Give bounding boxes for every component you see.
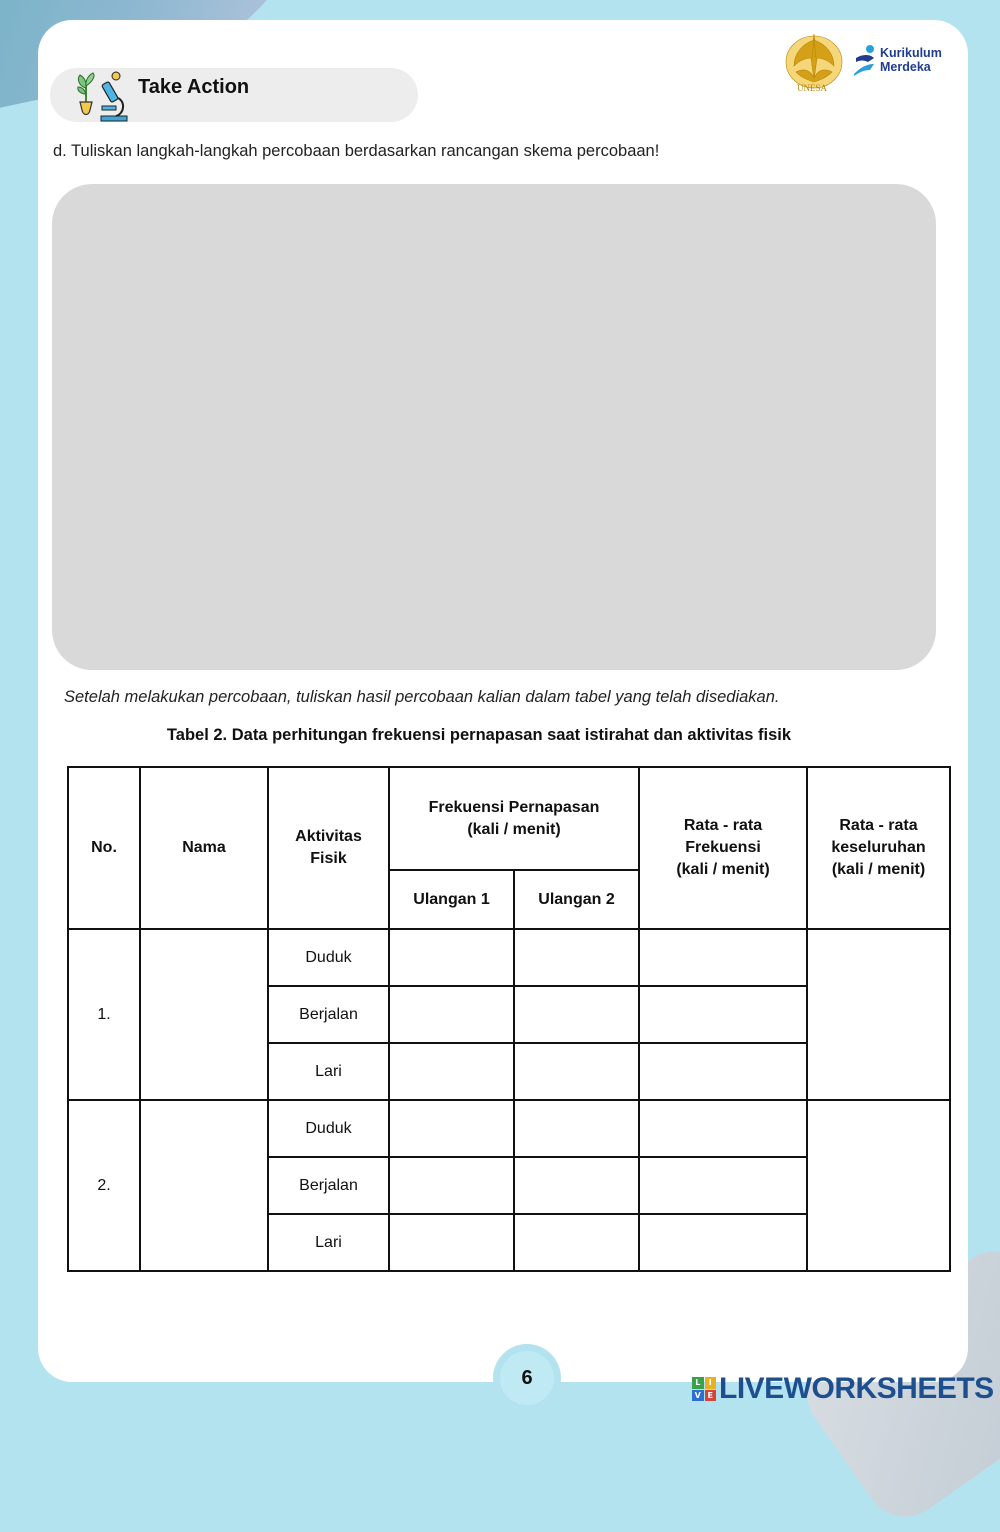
header-ulangan-2: Ulangan 2 bbox=[514, 870, 639, 929]
ulangan-2-input-cell[interactable] bbox=[514, 1157, 639, 1214]
table-row bbox=[68, 929, 950, 986]
header-rata-line3: (kali / menit) bbox=[676, 861, 770, 878]
activity-label: Berjalan bbox=[268, 1157, 389, 1214]
header-rata-all-line1: Rata - rata bbox=[839, 817, 918, 834]
rata-frekuensi-input-cell[interactable] bbox=[639, 1100, 807, 1157]
activity-label: Berjalan bbox=[268, 986, 389, 1043]
kurikulum-text: Kurikulum bbox=[880, 46, 942, 60]
rata-frekuensi-input-cell[interactable] bbox=[639, 986, 807, 1043]
activity-label: Lari bbox=[268, 1043, 389, 1100]
page-number: 6 bbox=[500, 1351, 554, 1405]
header-frekuensi bbox=[389, 767, 639, 870]
liveworksheets-logo bbox=[692, 1372, 994, 1406]
kurikulum-merdeka-logo-text bbox=[880, 46, 942, 74]
merdeka-text: Merdeka bbox=[880, 60, 931, 74]
unesa-logo-text: UNESA bbox=[797, 83, 828, 93]
ulangan-1-input-cell[interactable] bbox=[389, 1157, 514, 1214]
row-number: 1. bbox=[68, 929, 140, 1100]
activity-label: Duduk bbox=[268, 929, 389, 986]
rata-frekuensi-input-cell[interactable] bbox=[639, 1214, 807, 1271]
badge-letter: L bbox=[692, 1377, 704, 1389]
ulangan-2-input-cell[interactable] bbox=[514, 986, 639, 1043]
data-table bbox=[67, 766, 951, 1272]
rata-frekuensi-input-cell[interactable] bbox=[639, 1157, 807, 1214]
table-row bbox=[68, 1100, 950, 1157]
nama-input-cell[interactable] bbox=[140, 929, 268, 1100]
ulangan-2-input-cell[interactable] bbox=[514, 1100, 639, 1157]
plant-microscope-icon bbox=[72, 66, 130, 124]
header-ulangan-1: Ulangan 1 bbox=[389, 870, 514, 929]
ulangan-1-input-cell[interactable] bbox=[389, 1043, 514, 1100]
header-aktivitas-line2: Fisik bbox=[310, 850, 347, 867]
header-rata-all-line3: (kali / menit) bbox=[831, 861, 926, 878]
ulangan-1-input-cell[interactable] bbox=[389, 986, 514, 1043]
liveworksheets-badge-icon bbox=[692, 1377, 716, 1401]
ulangan-1-input-cell[interactable] bbox=[389, 1100, 514, 1157]
header-rata-frekuensi bbox=[639, 767, 807, 929]
table-caption: Tabel 2. Data perhitungan frekuensi pernapasan saat istirahat dan aktivitas fisik bbox=[166, 726, 792, 744]
header-rata-keseluruhan bbox=[807, 767, 950, 929]
rata-frekuensi-input-cell[interactable] bbox=[639, 1043, 807, 1100]
nama-input-cell[interactable] bbox=[140, 1100, 268, 1271]
badge-letter: V bbox=[692, 1390, 704, 1402]
activity-label: Duduk bbox=[268, 1100, 389, 1157]
row-number: 2. bbox=[68, 1100, 140, 1271]
activity-label: Lari bbox=[268, 1214, 389, 1271]
header-rata-line1: Rata - rata bbox=[683, 817, 763, 834]
section-title: Take Action bbox=[138, 76, 250, 98]
rata-keseluruhan-input-cell[interactable] bbox=[807, 1100, 950, 1271]
answer-input-box[interactable] bbox=[52, 184, 936, 670]
instruction-text: Setelah melakukan percobaan, tuliskan hasil percobaan kalian dalam tabel yang telah disediakan. bbox=[64, 688, 780, 706]
header-rata-all-line2: keseluruhan bbox=[831, 839, 926, 856]
header-no: No. bbox=[68, 767, 140, 929]
header-aktivitas-line1: Aktivitas bbox=[295, 828, 362, 845]
header-frekuensi-line1: Frekuensi Pernapasan bbox=[428, 798, 600, 816]
ulangan-2-input-cell[interactable] bbox=[514, 929, 639, 986]
ulangan-2-input-cell[interactable] bbox=[514, 1043, 639, 1100]
rata-keseluruhan-input-cell[interactable] bbox=[807, 929, 950, 1100]
badge-letter: E bbox=[705, 1390, 717, 1402]
header-nama: Nama bbox=[140, 767, 268, 929]
badge-letter: I bbox=[705, 1377, 717, 1389]
ulangan-1-input-cell[interactable] bbox=[389, 929, 514, 986]
ulangan-1-input-cell[interactable] bbox=[389, 1214, 514, 1271]
header-rata-line2: Frekuensi bbox=[685, 839, 761, 856]
header-aktivitas bbox=[268, 767, 389, 929]
rata-frekuensi-input-cell[interactable] bbox=[639, 929, 807, 986]
question-d: d. Tuliskan langkah-langkah percobaan berdasarkan rancangan skema percobaan! bbox=[53, 142, 660, 160]
liveworksheets-brand-text: LIVEWORKSHEETS bbox=[719, 1372, 994, 1405]
kurikulum-merdeka-icon bbox=[852, 44, 878, 78]
header-frekuensi-line2: (kali / menit) bbox=[467, 820, 561, 838]
ulangan-2-input-cell[interactable] bbox=[514, 1214, 639, 1271]
